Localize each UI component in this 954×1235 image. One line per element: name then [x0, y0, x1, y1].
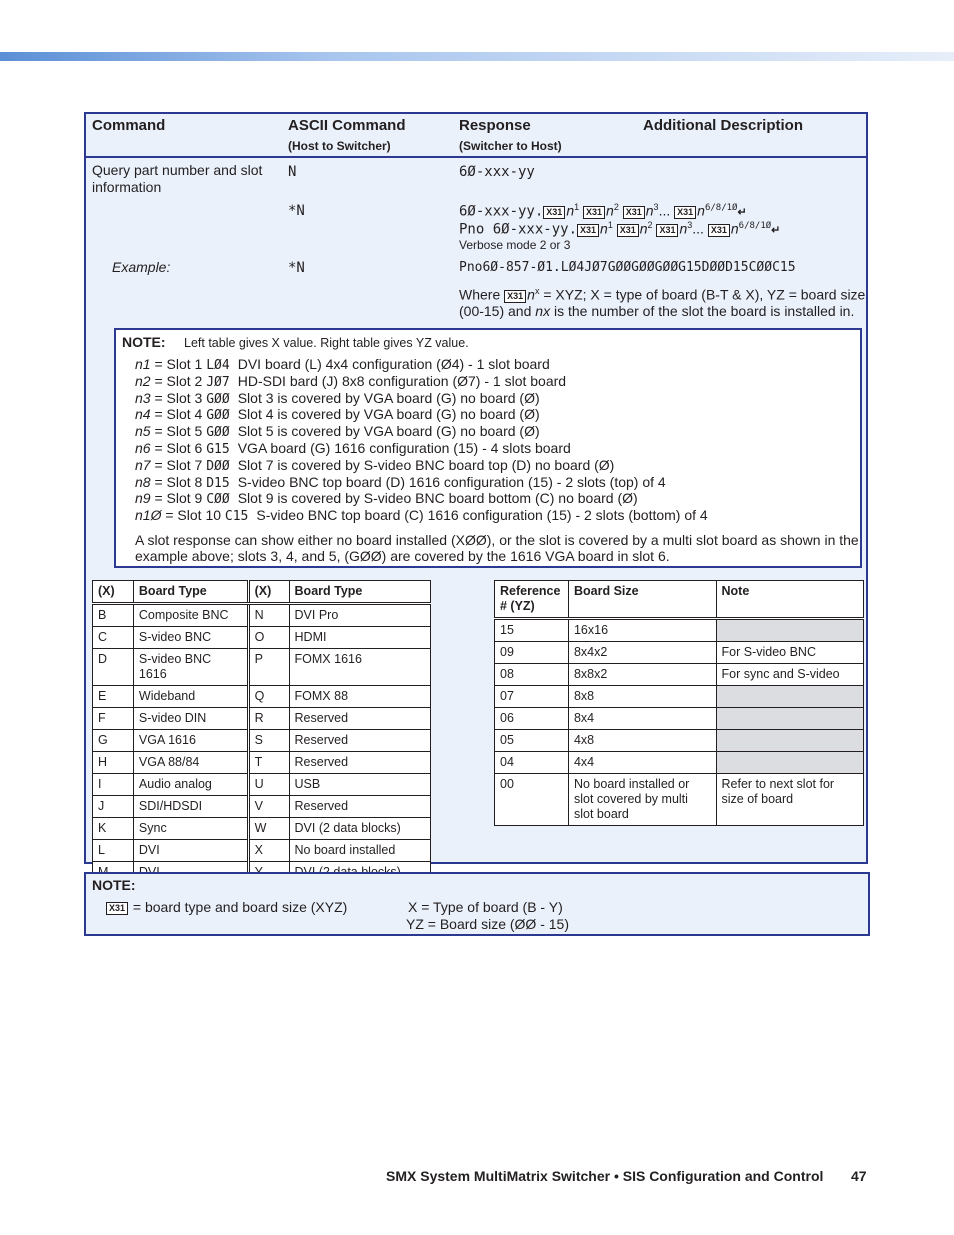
table-cell: 16x16: [568, 619, 716, 642]
slot-line: [135, 474, 666, 491]
slot-desc: Slot 5 is covered by VGA board (G) no board (Ø): [237, 423, 540, 440]
page-number: 47: [851, 1168, 867, 1184]
table-cell: [716, 686, 863, 708]
slot-line: [135, 490, 638, 507]
table-cell: FOMX 1616: [289, 649, 430, 686]
table-cell: N: [248, 604, 289, 627]
table-cell: Reserved: [289, 752, 430, 774]
table-cell: 09: [495, 642, 569, 664]
table-cell: F: [93, 708, 134, 730]
slot-label: = Slot 6: [150, 440, 207, 456]
slot-line: [135, 423, 540, 440]
cmd-star-n: *N: [288, 203, 305, 219]
table-cell: V: [248, 796, 289, 818]
slot-label: = Slot 5: [150, 423, 207, 440]
header-cell: (X): [248, 581, 289, 604]
table-cell: D: [93, 649, 134, 686]
x31-icon: X31: [708, 224, 730, 237]
x31-icon: X31: [106, 902, 128, 915]
table-cell: H: [93, 752, 134, 774]
header-gradient-bar: [0, 52, 954, 61]
slot-code: LØ4: [206, 358, 230, 373]
table-cell: VGA 88/84: [133, 752, 248, 774]
x31-icon: X31: [543, 206, 565, 219]
table-cell: 8x4: [568, 708, 716, 730]
table-cell: O: [248, 627, 289, 649]
x31-icon: X31: [577, 224, 599, 237]
table-cell: DVI (2 data blocks): [289, 818, 430, 840]
table-row: [495, 686, 864, 708]
table-cell: For sync and S-video: [716, 664, 863, 686]
table-cell: S-video BNC: [133, 627, 248, 649]
note-para-2: example above; slots 3, 4, and 5, (GØØ) are covered by the 1616 VGA board in slot 6.: [135, 548, 670, 564]
table-cell: 07: [495, 686, 569, 708]
slot-label: = Slot 3: [150, 389, 207, 406]
table-row: [495, 752, 864, 774]
example-cmd: *N: [288, 260, 305, 276]
slot-line: [135, 406, 540, 423]
slot-label: = Slot 8: [150, 473, 207, 490]
where-line-1: Where X31 $n^x$ = XYZ; X = type of board (B-T & X), YZ = board size: [459, 286, 866, 303]
note2-title: NOTE:: [92, 877, 136, 893]
table-cell: 4x4: [568, 752, 716, 774]
table-row: [495, 664, 864, 686]
table-cell: FOMX 88: [289, 686, 430, 708]
slot-code: GØØ: [206, 391, 230, 407]
table-cell: S: [248, 730, 289, 752]
query-description: Query part number and slot information: [92, 162, 263, 195]
table-cell: 4x8: [568, 730, 716, 752]
slot-n: n1Ø: [135, 507, 162, 524]
table-row: [93, 752, 431, 774]
table-cell: 04: [495, 752, 569, 774]
table-header-row: [495, 581, 864, 619]
x31-icon: X31: [617, 224, 639, 237]
slot-code: D15: [206, 475, 230, 491]
col-ascii: ASCII Command: [288, 117, 406, 134]
slot-label: = Slot 7: [150, 456, 207, 473]
table-cell: Wideband: [133, 686, 248, 708]
slot-n: n5: [135, 423, 151, 440]
header-cell: Board Type: [289, 581, 430, 604]
slot-desc: HD-SDI bard (J) 8x8 configuration (Ø7) - 1 slot board: [237, 372, 567, 389]
slot-code: DØØ: [206, 458, 230, 474]
x31-icon: X31: [504, 290, 526, 303]
note2-x31-line: X31 = board type and board size (XYZ): [106, 899, 347, 915]
table-cell: Reserved: [289, 796, 430, 818]
table-row: [495, 708, 864, 730]
slot-n: n7: [135, 456, 151, 473]
table-cell: U: [248, 774, 289, 796]
table-header: [86, 114, 866, 158]
slot-line: [135, 390, 540, 407]
resp-part-number: 6Ø-xxx-yy: [459, 164, 535, 180]
slot-desc: DVI board (L) 4x4 configuration (Ø4) - 1 slot board: [237, 356, 550, 372]
slot-line: [135, 356, 550, 373]
table-row: [495, 730, 864, 752]
table-cell: For S-video BNC: [716, 642, 863, 664]
slot-desc: S-video BNC top board (C) 1616 configuration (15) - 2 slots (bottom) of 4: [256, 507, 708, 524]
slot-n: n2: [135, 372, 151, 389]
table-cell: G: [93, 730, 134, 752]
enter-arrow-icon: ↵: [737, 206, 747, 219]
verbose-mode-note: Verbose mode 2 or 3: [459, 238, 571, 252]
table-cell: E: [93, 686, 134, 708]
cmd-n: N: [288, 164, 297, 180]
table-cell: J: [93, 796, 134, 818]
table-cell: 8x8: [568, 686, 716, 708]
slot-label: = Slot 2: [150, 372, 207, 389]
slot-code: GØØ: [206, 425, 230, 441]
board-type-table: [92, 580, 431, 884]
slot-n: n6: [135, 440, 151, 456]
example-response: Pno6Ø-857-Ø1.LØ4JØ7GØØGØØGØØG15DØØD15CØØC15: [459, 260, 796, 275]
header-cell: (X): [93, 581, 134, 604]
table-cell: DVI Pro: [289, 604, 430, 627]
resp-pno-prefix: Pno 6Ø-xxx-yy.: [459, 221, 578, 238]
slot-n: n4: [135, 406, 151, 423]
table-row: [93, 604, 431, 627]
table-row: [93, 627, 431, 649]
slot-label: = Slot 4: [150, 406, 207, 423]
table-cell: USB: [289, 774, 430, 796]
table-row: [495, 774, 864, 826]
table-cell: [716, 619, 863, 642]
table-cell: S-video DIN: [133, 708, 248, 730]
table-cell: [716, 708, 863, 730]
where-line-2: (00-15) and nx is the number of the slot the board is installed in.: [459, 303, 855, 319]
table-cell: SDI/HDSDI: [133, 796, 248, 818]
table-row: [93, 730, 431, 752]
table-cell: No board installed: [289, 840, 430, 862]
table-cell: X: [248, 840, 289, 862]
note-para-1: A slot response can show either no board installed (XØØ), or the slot is covered by a multi slot board as shown in the: [135, 532, 859, 548]
table-cell: VGA 1616: [133, 730, 248, 752]
table-cell: 06: [495, 708, 569, 730]
slot-line: [135, 440, 571, 457]
slot-n: n9: [135, 490, 151, 507]
table-cell: Composite BNC: [133, 604, 248, 627]
x31-icon: X31: [656, 224, 678, 237]
resp-verbose-line: Pno 6Ø-xxx-yy. X31 $n^1$ X31 $n^2$ X31 $n^3$... X31 $n^{6/8/1Ø}↵$: [459, 220, 781, 238]
table-row: [93, 708, 431, 730]
table-cell: No board installed or slot covered by multi slot board: [568, 774, 716, 826]
slot-line: [135, 373, 566, 390]
col-command: Command: [92, 117, 166, 134]
slot-desc: S-video BNC top board (D) 1616 configuration (15) - 2 slots (top) of 4: [237, 473, 666, 490]
note2-x-line: X = Type of board (B - Y): [408, 899, 563, 915]
table-cell: Reserved: [289, 730, 430, 752]
table-row: [93, 818, 431, 840]
slot-n: n8: [135, 473, 151, 490]
resp-prefix: 6Ø-xxx-yy.: [459, 203, 544, 220]
slot-label: = Slot 1: [150, 356, 207, 372]
col-additional: Additional Description: [643, 117, 804, 134]
table-cell: [716, 752, 863, 774]
header-cell: Board Size: [568, 581, 716, 619]
table-cell: [716, 730, 863, 752]
slot-label: = Slot 9: [150, 490, 207, 507]
table-cell: P: [248, 649, 289, 686]
board-size-table: [494, 580, 864, 826]
table-cell: 8x8x2: [568, 664, 716, 686]
table-cell: DVI: [133, 840, 248, 862]
table-cell: Q: [248, 686, 289, 708]
table-cell: R: [248, 708, 289, 730]
slot-line: [135, 507, 708, 524]
note-text: Left table gives X value. Right table gives YZ value.: [184, 336, 469, 350]
slot-desc: Slot 3 is covered by VGA board (G) no board (Ø): [237, 389, 540, 406]
table-row: [93, 774, 431, 796]
table-cell: Sync: [133, 818, 248, 840]
table-row: [495, 619, 864, 642]
table-header-row: [93, 581, 431, 604]
note-title: NOTE:: [122, 334, 166, 350]
table-cell: HDMI: [289, 627, 430, 649]
slot-code: JØ7: [206, 374, 230, 390]
table-cell: C: [93, 627, 134, 649]
table-cell: S-video BNC 1616: [133, 649, 248, 686]
slot-desc: Slot 4 is covered by VGA board (G) no board (Ø): [237, 406, 540, 423]
table-cell: 8x4x2: [568, 642, 716, 664]
col-response-sub: (Switcher to Host): [459, 139, 562, 153]
table-row: [93, 649, 431, 686]
example-label: Example:: [112, 259, 171, 275]
table-cell: 08: [495, 664, 569, 686]
table-cell: Refer to next slot for size of board: [716, 774, 863, 826]
command-table: [84, 112, 868, 864]
table-cell: W: [248, 818, 289, 840]
x31-icon: X31: [674, 206, 696, 219]
slot-label: = Slot 10: [161, 507, 225, 524]
slot-desc: Slot 9 is covered by S-video BNC board bottom (C) no board (Ø): [237, 490, 638, 507]
slot-code: CØØ: [206, 492, 230, 508]
x31-icon: X31: [583, 206, 605, 219]
table-cell: L: [93, 840, 134, 862]
slot-n: n1: [135, 356, 151, 372]
table-row: [93, 796, 431, 818]
slot-desc: Slot 7 is covered by S-video BNC board top (D) no board (Ø): [237, 456, 615, 473]
table-cell: 15: [495, 619, 569, 642]
x31-icon: X31: [623, 206, 645, 219]
slot-note-box: [114, 328, 862, 568]
col-ascii-sub: (Host to Switcher): [288, 139, 391, 153]
table-row: [93, 840, 431, 862]
table-row: [495, 642, 864, 664]
table-cell: Reserved: [289, 708, 430, 730]
header-cell: Board Type: [133, 581, 248, 604]
table-cell: B: [93, 604, 134, 627]
note2-yz-line: YZ = Board size (ØØ - 15): [406, 916, 569, 932]
table-cell: K: [93, 818, 134, 840]
table-cell: I: [93, 774, 134, 796]
table-cell: Audio analog: [133, 774, 248, 796]
footer-title: SMX System MultiMatrix Switcher • SIS Configuration and Control: [386, 1168, 824, 1184]
enter-arrow-icon: ↵: [771, 224, 781, 237]
resp-slot-line: 6Ø-xxx-yy. X31 $n^1$ X31 $n^2$ X31 $n^3$... X31 $n^{6/8/1Ø}↵$: [459, 202, 747, 220]
slot-code: C15: [224, 509, 249, 525]
header-cell: Reference # (YZ): [495, 581, 569, 619]
slot-n: n3: [135, 389, 151, 406]
slot-code: GØØ: [206, 408, 230, 424]
slot-desc: VGA board (G) 1616 configuration (15) - 4 slots board: [237, 440, 571, 456]
table-cell: 00: [495, 774, 569, 826]
table-cell: T: [248, 752, 289, 774]
table-row: [93, 686, 431, 708]
table-cell: 05: [495, 730, 569, 752]
col-response: Response: [459, 117, 531, 134]
slot-code: G15: [206, 442, 230, 457]
slot-line: [135, 457, 614, 474]
bottom-note-box: [84, 872, 870, 936]
header-cell: Note: [716, 581, 863, 619]
